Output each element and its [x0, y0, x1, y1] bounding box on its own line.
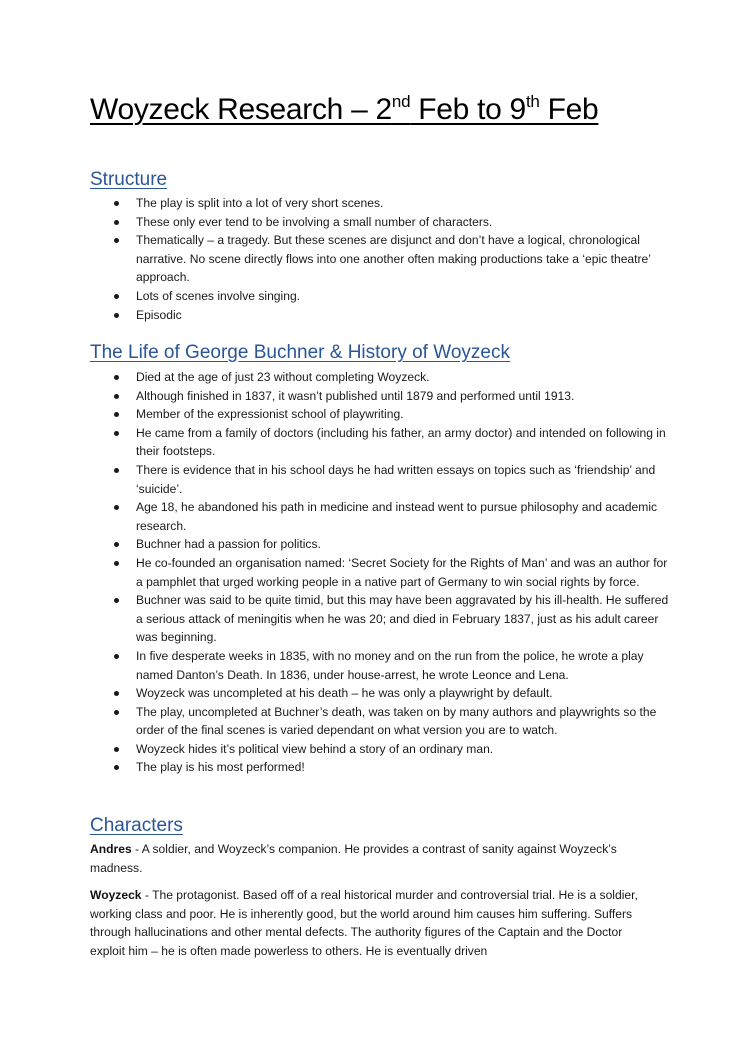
list-item: Woyzeck hides it’s political view behind a story of an ordinary man. — [90, 740, 670, 759]
characters-heading: Characters — [90, 815, 183, 836]
list-item: There is evidence that in his school days he had written essays on topics such as ‘friendship’ and ‘suicide’. — [90, 461, 670, 498]
life-heading: The Life of George Buchner & History of Woyzeck — [90, 342, 510, 363]
list-item: Age 18, he abandoned his path in medicine and instead went to pursue philosophy and academic research. — [90, 498, 670, 535]
list-item: Thematically – a tragedy. But these scenes are disjunct and don’t have a logical, chronological narrative. No scene directly flows into one another often making productions take a ‘epic theatre’ approach. — [90, 231, 670, 287]
life-list — [90, 368, 670, 777]
list-item: These only ever tend to be involving a small number of characters. — [90, 213, 670, 232]
list-item: Lots of scenes involve singing. — [90, 287, 670, 306]
character-name: Woyzeck — [90, 888, 142, 902]
list-item: Member of the expressionist school of playwriting. — [90, 405, 670, 424]
list-item: Episodic — [90, 306, 670, 325]
character-woyzeck — [90, 886, 660, 960]
list-item: Buchner was said to be quite timid, but this may have been aggravated by his ill-health. He suffered a serious attack of meningitis when he was 20; and died in February 1837, just as his adult career was beginning. — [90, 591, 670, 647]
list-item: Although finished in 1837, it wasn’t published until 1879 and performed until 1913. — [90, 387, 670, 406]
list-item: The play is split into a lot of very short scenes. — [90, 194, 670, 213]
title-text-1: Woyzeck Research – 2 — [90, 93, 392, 126]
page-title — [90, 92, 598, 127]
character-name: Andres — [90, 842, 132, 856]
title-superscript-1: nd — [391, 92, 411, 111]
character-andres — [90, 840, 660, 877]
list-item: Woyzeck was uncompleted at his death – he was only a playwright by default. — [90, 684, 670, 703]
character-description: - A soldier, and Woyzeck’s companion. He provides a contrast of sanity against Woyzeck’s madness. — [90, 842, 617, 875]
title-superscript-2: th — [525, 92, 540, 111]
list-item: The play, uncompleted at Buchner’s death, was taken on by many authors and playwrights so the order of the final scenes is varied dependant on what version you are to watch. — [90, 703, 670, 740]
list-item: Buchner had a passion for politics. — [90, 535, 670, 554]
list-item: He came from a family of doctors (including his father, an army doctor) and intended on following in their footsteps. — [90, 424, 670, 461]
list-item: Died at the age of just 23 without completing Woyzeck. — [90, 368, 670, 387]
structure-list — [90, 194, 670, 324]
structure-heading: Structure — [90, 169, 168, 190]
title-text-3: Feb — [539, 93, 599, 126]
list-item: The play is his most performed! — [90, 758, 670, 777]
list-item: In five desperate weeks in 1835, with no money and on the run from the police, he wrote a play named Danton’s Death. In 1836, under house-arrest, he wrote Leonce and Lena. — [90, 647, 670, 684]
title-text-2: Feb to 9 — [410, 93, 526, 126]
list-item: He co-founded an organisation named: ‘Secret Society for the Rights of Man’ and was an author for a pamphlet that urged working people in a native part of Germany to win social rights by force. — [90, 554, 670, 591]
character-description: - The protagonist. Based off of a real historical murder and controversial trial. He is a soldier, working class and poor. He is inherently good, but the world around him causes him suffering. Suffers through hallucinations and other mental defects. The authority figures of the Captain and the Doctor exploit him – he is often made powerless to others. He is eventually driven — [90, 888, 638, 958]
